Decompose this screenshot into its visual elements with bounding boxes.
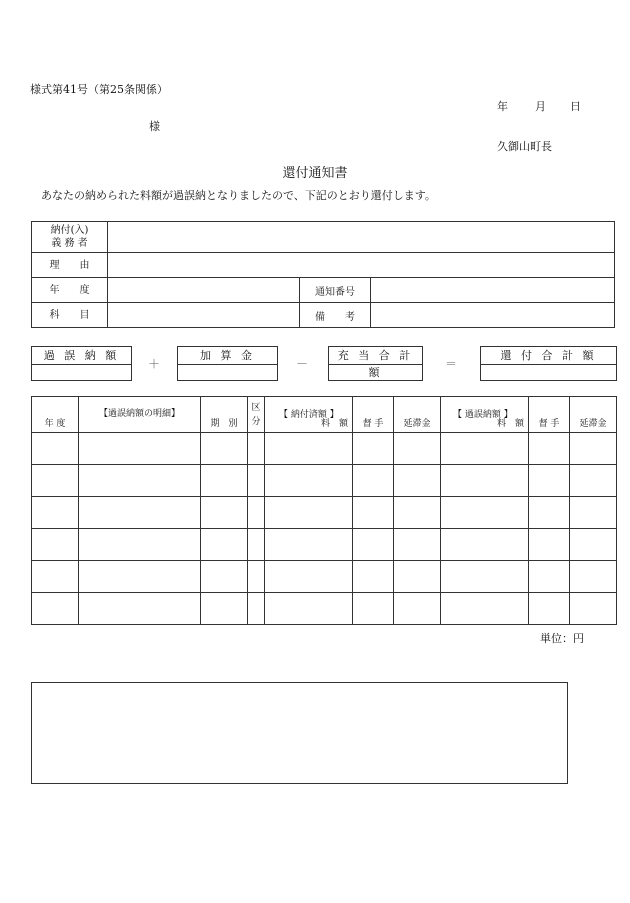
detail-table — [31, 396, 617, 625]
table-cell[interactable] — [394, 593, 441, 625]
table-cell[interactable] — [201, 593, 248, 625]
col-paid-late — [394, 397, 441, 433]
table-cell[interactable] — [529, 593, 570, 625]
addition-label: 加 算 金 — [178, 347, 277, 365]
col-over-late-label: 延滞金 — [579, 419, 607, 429]
date-month-label: 月 — [535, 100, 546, 113]
table-cell[interactable] — [529, 465, 570, 497]
table-cell[interactable] — [353, 465, 394, 497]
table-cell[interactable] — [394, 529, 441, 561]
unit-label: 単位：円 — [540, 632, 584, 645]
addition-box — [177, 346, 278, 381]
table-cell[interactable] — [570, 593, 617, 625]
col-period-label: 期 別 — [210, 419, 238, 429]
issue-date — [497, 98, 587, 112]
year-label: 年 度 — [32, 278, 108, 303]
col-paid-late-label: 延滞金 — [403, 419, 431, 429]
table-cell[interactable] — [441, 433, 529, 465]
equals-sign: ＝ — [445, 357, 458, 371]
table-cell[interactable] — [32, 593, 79, 625]
table-cell[interactable] — [265, 593, 353, 625]
table-cell[interactable] — [79, 433, 201, 465]
col-over-reminder — [529, 397, 570, 433]
col-over-late — [570, 397, 617, 433]
table-row — [32, 561, 617, 593]
col-year-label: 年 度 — [44, 419, 66, 429]
col-paid-reminder-label: 督 手 — [362, 419, 384, 429]
overpaid-box — [31, 346, 132, 381]
col-breakdown-label: 【過誤納額の明細】 — [98, 409, 180, 419]
table-row — [32, 465, 617, 497]
table-cell[interactable] — [570, 497, 617, 529]
table-cell[interactable] — [353, 497, 394, 529]
table-cell[interactable] — [529, 561, 570, 593]
table-cell[interactable] — [353, 529, 394, 561]
applied-total-label: 充 当 合 計 額 — [329, 347, 422, 365]
table-cell[interactable] — [32, 497, 79, 529]
applied-total-box — [328, 346, 423, 381]
addition-value[interactable] — [178, 365, 277, 380]
payer-label — [32, 222, 108, 253]
table-cell[interactable] — [248, 593, 265, 625]
over-group-label: 【 過誤納額 】 — [453, 410, 513, 420]
table-cell[interactable] — [353, 593, 394, 625]
table-cell[interactable] — [265, 497, 353, 529]
table-cell[interactable] — [79, 529, 201, 561]
table-cell[interactable] — [353, 433, 394, 465]
col-year — [32, 397, 79, 433]
notice-number-field[interactable] — [371, 278, 615, 303]
table-cell[interactable] — [32, 529, 79, 561]
table-cell[interactable] — [529, 529, 570, 561]
table-cell[interactable] — [394, 561, 441, 593]
table-cell[interactable] — [201, 529, 248, 561]
table-cell[interactable] — [570, 529, 617, 561]
table-row — [32, 497, 617, 529]
table-cell[interactable] — [394, 497, 441, 529]
table-cell[interactable] — [441, 593, 529, 625]
document-title: 還付通知書 — [282, 166, 348, 181]
reason-field[interactable] — [108, 253, 615, 278]
info-table — [31, 221, 615, 328]
refund-total-box — [480, 346, 617, 381]
payer-label-line1: 納付(入) — [50, 225, 89, 236]
notice-number-label: 通知番号 — [300, 278, 371, 303]
col-period — [201, 397, 248, 433]
table-cell[interactable] — [79, 465, 201, 497]
table-cell[interactable] — [570, 433, 617, 465]
year-field[interactable] — [108, 278, 300, 303]
table-cell[interactable] — [394, 465, 441, 497]
table-cell[interactable] — [441, 497, 529, 529]
date-year-label: 年 — [497, 100, 508, 113]
table-cell[interactable] — [265, 529, 353, 561]
table-cell[interactable] — [394, 433, 441, 465]
subject-field[interactable] — [108, 303, 300, 328]
date-day-label: 日 — [570, 100, 581, 113]
table-cell[interactable] — [529, 497, 570, 529]
table-cell[interactable] — [353, 561, 394, 593]
notes-box[interactable] — [31, 682, 568, 784]
reason-label: 理 由 — [32, 253, 108, 278]
table-cell[interactable] — [201, 561, 248, 593]
remarks-field[interactable] — [371, 303, 615, 328]
col-division — [248, 397, 265, 433]
payer-field[interactable] — [108, 222, 615, 253]
table-cell[interactable] — [201, 497, 248, 529]
table-cell[interactable] — [79, 497, 201, 529]
col-over-reminder-label: 督 手 — [538, 419, 560, 429]
table-cell[interactable] — [79, 593, 201, 625]
table-cell[interactable] — [441, 529, 529, 561]
col-breakdown — [79, 397, 201, 433]
table-cell[interactable] — [79, 561, 201, 593]
overpaid-value[interactable] — [32, 365, 131, 380]
overpaid-label: 過 誤 納 額 — [32, 347, 131, 365]
issuer-name: 久御山町長 — [497, 140, 552, 153]
table-cell[interactable] — [32, 433, 79, 465]
intro-text: あなたの納められた料額が過誤納となりましたので、下記のとおり還付します。 — [41, 189, 436, 202]
table-cell[interactable] — [265, 561, 353, 593]
table-cell[interactable] — [248, 529, 265, 561]
table-cell[interactable] — [248, 561, 265, 593]
col-division-line1: 区 — [251, 402, 261, 413]
table-cell[interactable] — [248, 497, 265, 529]
table-cell[interactable] — [201, 433, 248, 465]
table-cell[interactable] — [265, 465, 353, 497]
refund-total-value[interactable] — [481, 365, 616, 380]
col-paid-fee-label: 料 額 — [320, 419, 348, 429]
col-over-fee-label: 料 額 — [496, 419, 524, 429]
table-cell[interactable] — [441, 561, 529, 593]
col-paid-reminder — [353, 397, 394, 433]
refund-total-label: 還 付 合 計 額 — [481, 347, 616, 365]
table-cell[interactable] — [265, 433, 353, 465]
plus-sign: ＋ — [148, 357, 161, 371]
table-cell[interactable] — [441, 465, 529, 497]
table-cell[interactable] — [529, 433, 570, 465]
table-cell[interactable] — [32, 465, 79, 497]
paid-group-label: 【 納付済額 】 — [279, 410, 339, 420]
minus-sign: － — [296, 357, 309, 371]
table-cell[interactable] — [201, 465, 248, 497]
table-cell[interactable] — [570, 465, 617, 497]
subject-label: 科 目 — [32, 303, 108, 328]
table-row — [32, 433, 617, 465]
table-cell[interactable] — [248, 433, 265, 465]
table-cell[interactable] — [248, 465, 265, 497]
form-number: 様式第41号（第25条関係） — [30, 83, 168, 96]
addressee-suffix: 様 — [149, 120, 160, 133]
payer-label-line2: 義 務 者 — [51, 238, 88, 249]
table-cell[interactable] — [32, 561, 79, 593]
col-division-line2: 分 — [251, 416, 261, 427]
table-row — [32, 593, 617, 625]
col-over-fee — [441, 397, 529, 433]
table-cell[interactable] — [570, 561, 617, 593]
col-paid-fee — [265, 397, 353, 433]
table-row — [32, 529, 617, 561]
remarks-label: 備 考 — [300, 303, 371, 328]
